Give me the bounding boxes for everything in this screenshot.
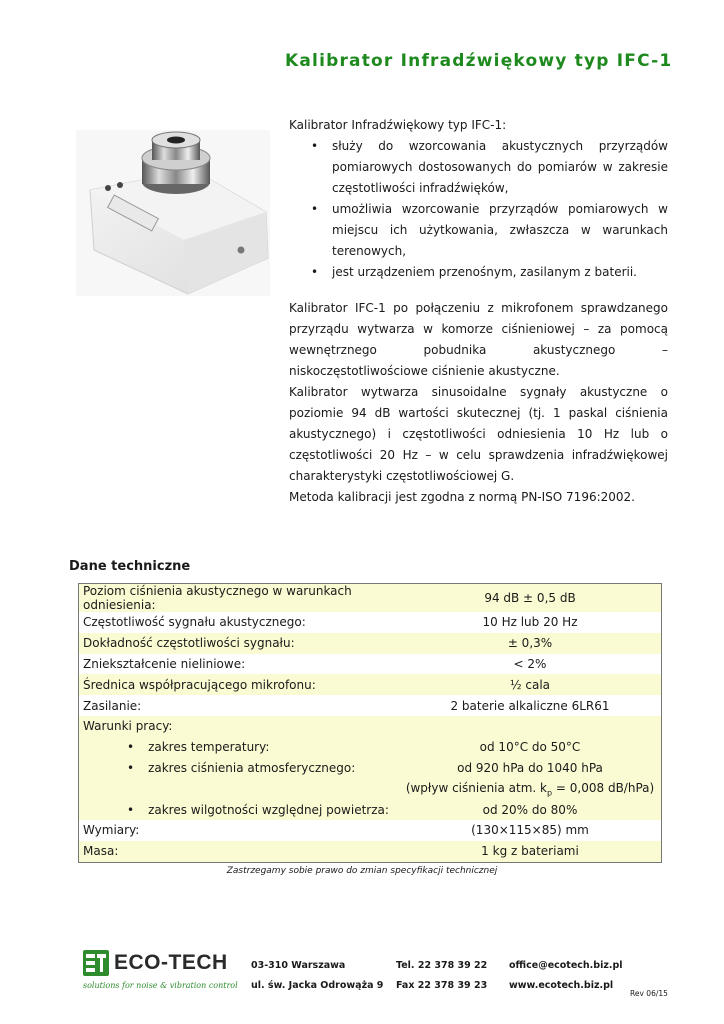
- disclaimer-note: Zastrzegamy sobie prawo do zmian specyfikacji technicznej: [226, 866, 498, 876]
- section-title: Dane techniczne: [69, 559, 191, 574]
- intro-lead: Kalibrator Infradźwiękowy typ IFC-1:: [289, 118, 507, 132]
- spec-value: 94 dB ± 0,5 dB: [395, 584, 662, 613]
- spec-sublabel: • zakres ciśnienia atmosferycznego:: [83, 761, 355, 775]
- spec-label: Poziom ciśnienia akustycznego w warunkach odniesienia:: [79, 584, 396, 613]
- description-paragraph: Kalibrator wytwarza sinusoidalne sygnały akustyczne o poziomie 94 dB wartości skutecznej (tj. 1 paskal ciśnienia akustycznego) i częstotliwości odniesienia 10 Hz lub o częstotliwości 20 Hz – w celu sprawdzenia infradźwiękowej charakterystyki częstotliwościowej G.: [289, 385, 668, 483]
- address-line: ul. św. Jacka Odrowąża 9: [251, 980, 384, 991]
- spec-label: Zniekształcenie nieliniowe:: [79, 654, 396, 675]
- spec-value: < 2%: [395, 654, 662, 675]
- company-logo: [83, 950, 238, 990]
- description-section: [289, 298, 668, 508]
- spec-sublabel: • zakres temperatury:: [83, 740, 269, 754]
- footer-address: [251, 956, 383, 996]
- spec-value: (130×115×85) mm: [395, 820, 662, 841]
- spec-label: [79, 737, 396, 758]
- spec-table: [78, 583, 662, 863]
- spec-sublabel: • zakres wilgotności względnej powietrza:: [83, 803, 389, 817]
- spec-value: ± 0,3%: [395, 633, 662, 654]
- spec-value: 2 baterie alkaliczne 6LR61: [395, 695, 662, 716]
- spec-value: 10 Hz lub 20 Hz: [395, 612, 662, 633]
- spec-value: od 10°C do 50°C: [395, 737, 662, 758]
- list-item: • służy do wzorcowania akustycznych przyrządów pomiarowych dostosowanych do pomiarów w zakresie częstotliwości infradźwięków,: [311, 136, 668, 199]
- description-paragraph: Kalibrator IFC-1 po połączeniu z mikrofonem sprawdzanego przyrządu wytwarza w komorze ciśnieniowej – za pomocą wewnętrznego pobudnika akustycznego – niskoczęstotliwościowe ciśnienie akustyczne.: [289, 301, 668, 378]
- spec-label: Częstotliwość sygnału akustycznego:: [79, 612, 396, 633]
- website-link[interactable]: www.ecotech.biz.pl: [509, 980, 614, 991]
- spec-value: [395, 778, 662, 799]
- footer-contact: [509, 956, 623, 996]
- table-row: [79, 633, 662, 654]
- address-line: 03-310 Warszawa: [251, 960, 346, 971]
- revision-label: Rev 06/15: [630, 989, 668, 998]
- logo-text: ECO-TECH: [114, 951, 228, 974]
- description-paragraph: Metoda kalibracji jest zgodna z normą PN-ISO 7196:2002.: [289, 490, 635, 504]
- table-row: [79, 674, 662, 695]
- table-row: [79, 778, 662, 799]
- spec-label: Zasilanie:: [79, 695, 396, 716]
- table-row: [79, 612, 662, 633]
- eco-tech-logo-icon: [83, 950, 109, 976]
- spec-label: Warunki pracy:: [79, 716, 396, 737]
- spec-value: ½ cala: [395, 674, 662, 695]
- table-row: [79, 716, 662, 737]
- table-row: [79, 654, 662, 675]
- spec-value-subscript: p: [547, 787, 553, 797]
- spec-value-text: (wpływ ciśnienia atm. k: [405, 780, 548, 795]
- spec-value: od 20% do 80%: [395, 799, 662, 820]
- device-photo: [76, 130, 270, 296]
- spec-label: Wymiary:: [79, 820, 396, 841]
- footer-phones: [396, 956, 487, 996]
- spec-label: Dokładność częstotliwości sygnału:: [79, 633, 396, 654]
- page-title: Kalibrator Infradźwiękowy typ IFC-1: [285, 51, 673, 71]
- fax-number: Fax 22 378 39 23: [396, 980, 488, 991]
- intro-section: [289, 115, 668, 283]
- intro-bullet-list: [289, 136, 668, 283]
- list-item: • umożliwia wzorcowanie przyrządów pomiarowych w miejscu ich użytkowania, zwłaszcza w warunkach terenowych,: [311, 199, 668, 262]
- spec-label: Masa:: [79, 841, 396, 862]
- table-row: [79, 695, 662, 716]
- phone-number: Tel. 22 378 39 22: [396, 960, 488, 971]
- table-row: [79, 820, 662, 841]
- table-row: [79, 841, 662, 862]
- spec-label: [79, 778, 396, 799]
- spec-label: [79, 799, 396, 820]
- list-item: • jest urządzeniem przenośnym, zasilanym z baterii.: [311, 262, 668, 283]
- table-row: [79, 799, 662, 820]
- table-row: [79, 584, 662, 613]
- spec-value-text: = 0,008 dB/hPa): [552, 780, 655, 795]
- spec-value: [395, 716, 662, 737]
- spec-label: [79, 758, 396, 779]
- spec-value: 1 kg z bateriami: [395, 841, 662, 862]
- table-row: [79, 737, 662, 758]
- email-link[interactable]: office@ecotech.biz.pl: [509, 960, 623, 971]
- logo-tagline: solutions for noise & vibration control: [83, 981, 238, 990]
- spec-value: od 920 hPa do 1040 hPa: [395, 758, 662, 779]
- table-row: [79, 758, 662, 779]
- spec-label: Średnica współpracującego mikrofonu:: [79, 674, 396, 695]
